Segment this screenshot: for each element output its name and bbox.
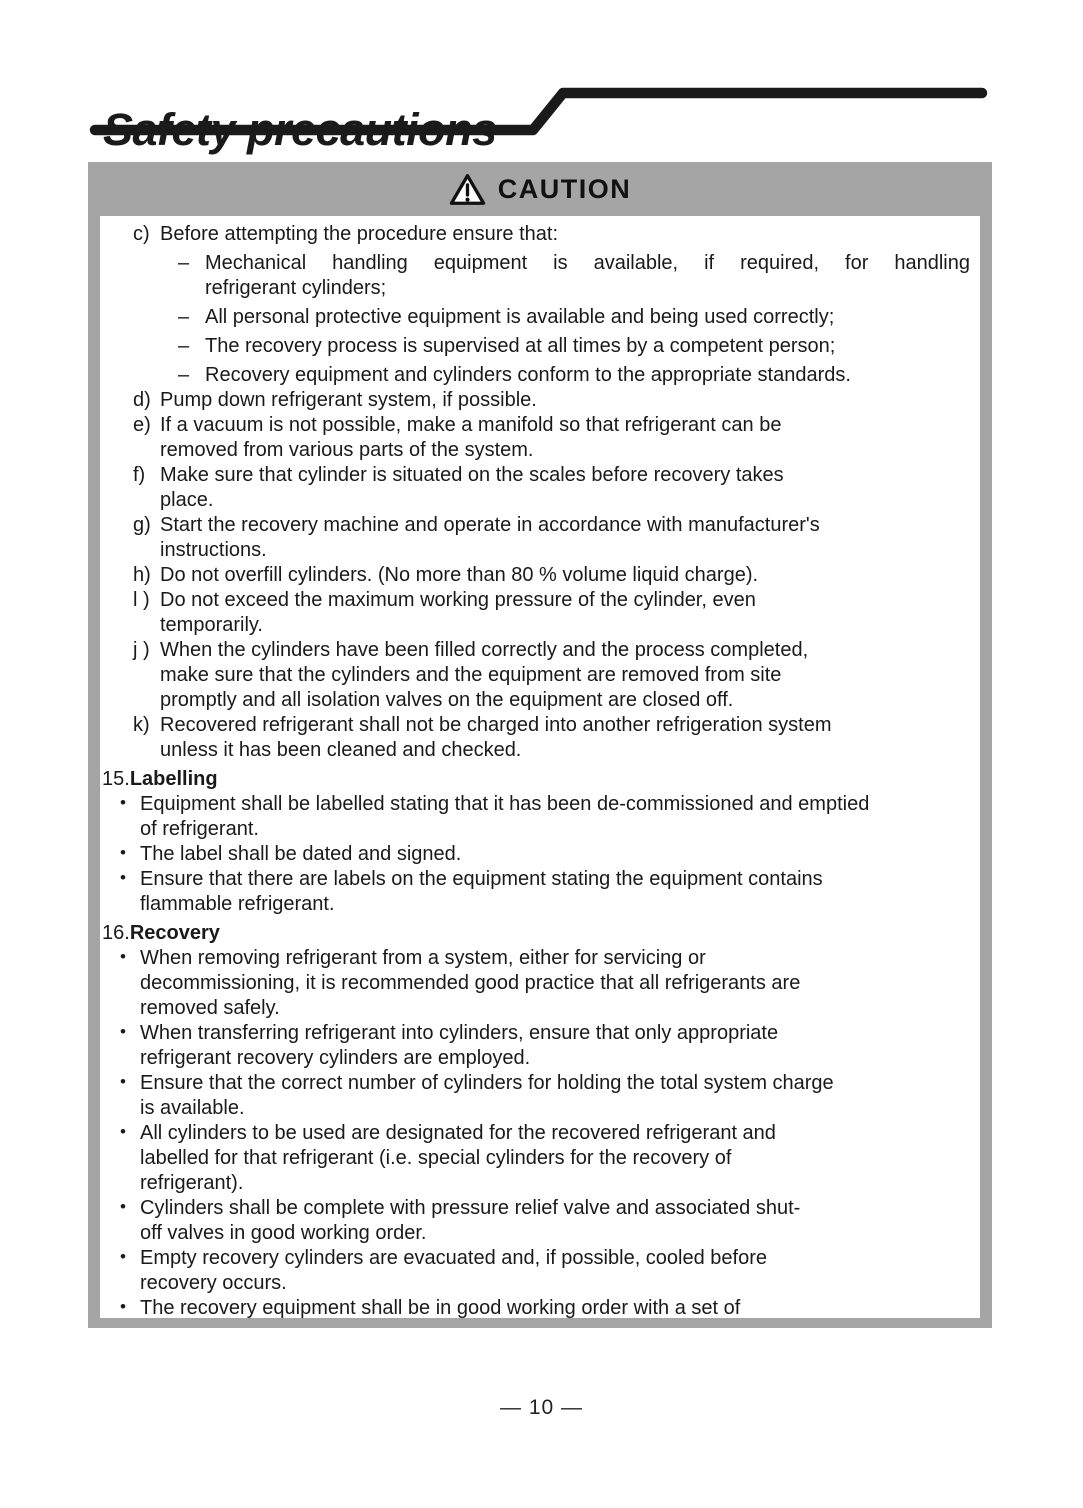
list-item-bullet bbox=[120, 1021, 970, 1071]
list-item-letter bbox=[133, 588, 970, 638]
list-marker: f) bbox=[133, 464, 146, 486]
list-marker: d) bbox=[133, 389, 151, 411]
list-item-text bbox=[160, 463, 970, 513]
bullet-icon: • bbox=[120, 1247, 126, 1266]
list-item-dash bbox=[178, 363, 970, 388]
text-line: Pump down refrigerant system, if possible. bbox=[160, 389, 537, 411]
list-marker: k) bbox=[133, 714, 150, 736]
list-item-text bbox=[160, 588, 970, 638]
list-item-letter bbox=[133, 713, 970, 763]
list-item-letter bbox=[133, 563, 970, 588]
list-item-bullet bbox=[120, 946, 970, 1021]
bullet-icon: • bbox=[120, 1122, 126, 1141]
bullet-icon: • bbox=[120, 947, 126, 966]
text-line: recovery occurs. bbox=[140, 1272, 287, 1294]
text-line: If a vacuum is not possible, make a manifold so that refrigerant can be bbox=[160, 414, 782, 436]
list-marker: e) bbox=[133, 414, 151, 436]
list-item-text bbox=[160, 413, 970, 463]
list-item-text bbox=[160, 563, 970, 588]
text-line: When the cylinders have been filled correctly and the process completed, bbox=[160, 639, 809, 661]
text-line: instructions. bbox=[160, 539, 267, 561]
list-item-bullet bbox=[120, 1071, 970, 1121]
text-line: Before attempting the procedure ensure that: bbox=[160, 223, 559, 245]
text-line: The recovery process is supervised at all times by a competent person; bbox=[205, 335, 836, 357]
bullet-icon: • bbox=[120, 793, 126, 812]
list-marker: g) bbox=[133, 514, 151, 536]
list-item-dash bbox=[178, 251, 970, 301]
list-marker: j ) bbox=[133, 639, 150, 661]
text-line: is available. bbox=[140, 1097, 245, 1119]
text-line: refrigerant recovery cylinders are employed. bbox=[140, 1047, 531, 1069]
bullet-icon: • bbox=[120, 1022, 126, 1041]
page-number: — 10 — bbox=[499, 1396, 584, 1419]
title-underline-swoosh bbox=[85, 80, 995, 142]
list-item-letter bbox=[133, 513, 970, 563]
text-line: flammable refrigerant. bbox=[140, 893, 335, 915]
text-line: labelled for that refrigerant (i.e. special cylinders for the recovery of bbox=[140, 1147, 732, 1169]
list-item-text bbox=[140, 1296, 970, 1318]
list-item-bullet bbox=[120, 1121, 970, 1196]
list-marker: c) bbox=[133, 223, 150, 245]
list-marker: – bbox=[178, 306, 190, 328]
text-line: Recovered refrigerant shall not be charged into another refrigeration system bbox=[160, 714, 832, 736]
text-line: unless it has been cleaned and checked. bbox=[160, 739, 522, 761]
list-item-text bbox=[160, 513, 970, 563]
section-number: 16. bbox=[102, 922, 130, 944]
text-line: The recovery equipment shall be in good working order with a set of bbox=[140, 1297, 741, 1318]
list-marker: – bbox=[178, 252, 190, 274]
text-line: promptly and all isolation valves on the equipment are closed off. bbox=[160, 689, 734, 711]
text-line: All cylinders to be used are designated for the recovered refrigerant and bbox=[140, 1122, 776, 1144]
list-item-text bbox=[140, 1071, 970, 1121]
text-line: The label shall be dated and signed. bbox=[140, 843, 462, 865]
text-line: temporarily. bbox=[160, 614, 263, 636]
text-line: Ensure that there are labels on the equipment stating the equipment contains bbox=[140, 868, 823, 890]
list-item-text bbox=[205, 305, 970, 330]
text-line: removed safely. bbox=[140, 997, 280, 1019]
list-item-text bbox=[140, 1121, 970, 1196]
list-item-text bbox=[160, 713, 970, 763]
list-item-letter bbox=[133, 388, 970, 413]
text-line: Cylinders shall be complete with pressure relief valve and associated shut- bbox=[140, 1197, 801, 1219]
page-footer bbox=[0, 1396, 1083, 1420]
list-marker: – bbox=[178, 335, 190, 357]
list-item-text bbox=[140, 792, 970, 842]
list-item-letter bbox=[133, 413, 970, 463]
text-line: place. bbox=[160, 489, 214, 511]
list-item-text bbox=[140, 867, 970, 917]
list-item-bullet bbox=[120, 1196, 970, 1246]
list-item-bullet bbox=[120, 842, 970, 867]
bullet-icon: • bbox=[120, 1072, 126, 1091]
list-item-heading bbox=[102, 921, 970, 946]
section-number: 15. bbox=[102, 768, 130, 790]
bullet-icon: • bbox=[120, 843, 126, 862]
text-line: Make sure that cylinder is situated on the scales before recovery takes bbox=[160, 464, 784, 486]
list-item-letter bbox=[133, 463, 970, 513]
caution-section bbox=[88, 162, 992, 1328]
list-item-text bbox=[205, 251, 970, 301]
bullet-icon: • bbox=[120, 1197, 126, 1216]
list-item-text bbox=[205, 363, 970, 388]
text-line: Do not overfill cylinders. (No more than 80 % volume liquid charge). bbox=[160, 564, 759, 586]
list-item-text bbox=[205, 334, 970, 359]
list-item-letter bbox=[133, 222, 970, 247]
list-marker: – bbox=[178, 364, 190, 386]
caution-heading: CAUTION bbox=[497, 173, 632, 204]
list-item-dash bbox=[178, 334, 970, 359]
list-item-bullet bbox=[120, 867, 970, 917]
list-item-text bbox=[160, 638, 970, 713]
list-item-text bbox=[160, 222, 970, 247]
list-item-text bbox=[140, 946, 970, 1021]
text-line: removed from various parts of the system. bbox=[160, 439, 534, 461]
text-line: refrigerant cylinders; bbox=[205, 277, 387, 299]
section-title: Labelling bbox=[129, 768, 218, 790]
caution-header bbox=[88, 162, 992, 216]
list-item-bullet bbox=[120, 792, 970, 842]
text-line: All personal protective equipment is available and being used correctly; bbox=[205, 306, 835, 328]
text-line: Do not exceed the maximum working pressure of the cylinder, even bbox=[160, 589, 756, 611]
list-item-bullet bbox=[120, 1246, 970, 1296]
list-item-bullet bbox=[120, 1296, 970, 1318]
text-line: decommissioning, it is recommended good practice that all refrigerants are bbox=[140, 972, 801, 994]
bullet-icon: • bbox=[120, 1297, 126, 1316]
text-line: Mechanical handling equipment is available, if required, for handling bbox=[205, 252, 970, 274]
list-item-text bbox=[140, 842, 970, 867]
list-marker: h) bbox=[133, 564, 151, 586]
text-line: of refrigerant. bbox=[140, 818, 259, 840]
text-line: make sure that the cylinders and the equipment are removed from site bbox=[160, 664, 782, 686]
list-item-letter bbox=[133, 638, 970, 713]
text-line: Recovery equipment and cylinders conform to the appropriate standards. bbox=[205, 364, 851, 386]
list-item-text bbox=[140, 1021, 970, 1071]
list-item-heading bbox=[102, 767, 970, 792]
bullet-icon: • bbox=[120, 868, 126, 887]
text-line: Empty recovery cylinders are evacuated and, if possible, cooled before bbox=[140, 1247, 768, 1269]
text-line: off valves in good working order. bbox=[140, 1222, 427, 1244]
text-line: When transferring refrigerant into cylinders, ensure that only appropriate bbox=[140, 1022, 779, 1044]
warning-triangle-icon bbox=[449, 173, 486, 206]
text-line: Ensure that the correct number of cylinders for holding the total system charge bbox=[140, 1072, 834, 1094]
section-title: Recovery bbox=[129, 922, 220, 944]
text-line: Start the recovery machine and operate in accordance with manufacturer's bbox=[160, 514, 820, 536]
list-item-text bbox=[160, 388, 970, 413]
text-line: Equipment shall be labelled stating that it has been de-commissioned and emptied bbox=[140, 793, 870, 815]
page-title: Safety precautions bbox=[103, 104, 497, 156]
text-line: refrigerant). bbox=[140, 1172, 244, 1194]
list-item-text bbox=[140, 1246, 970, 1296]
caution-body bbox=[100, 216, 980, 1318]
text-line: When removing refrigerant from a system, either for servicing or bbox=[140, 947, 706, 969]
list-item-dash bbox=[178, 305, 970, 330]
list-item-text bbox=[140, 1196, 970, 1246]
list-marker: l ) bbox=[133, 589, 150, 611]
